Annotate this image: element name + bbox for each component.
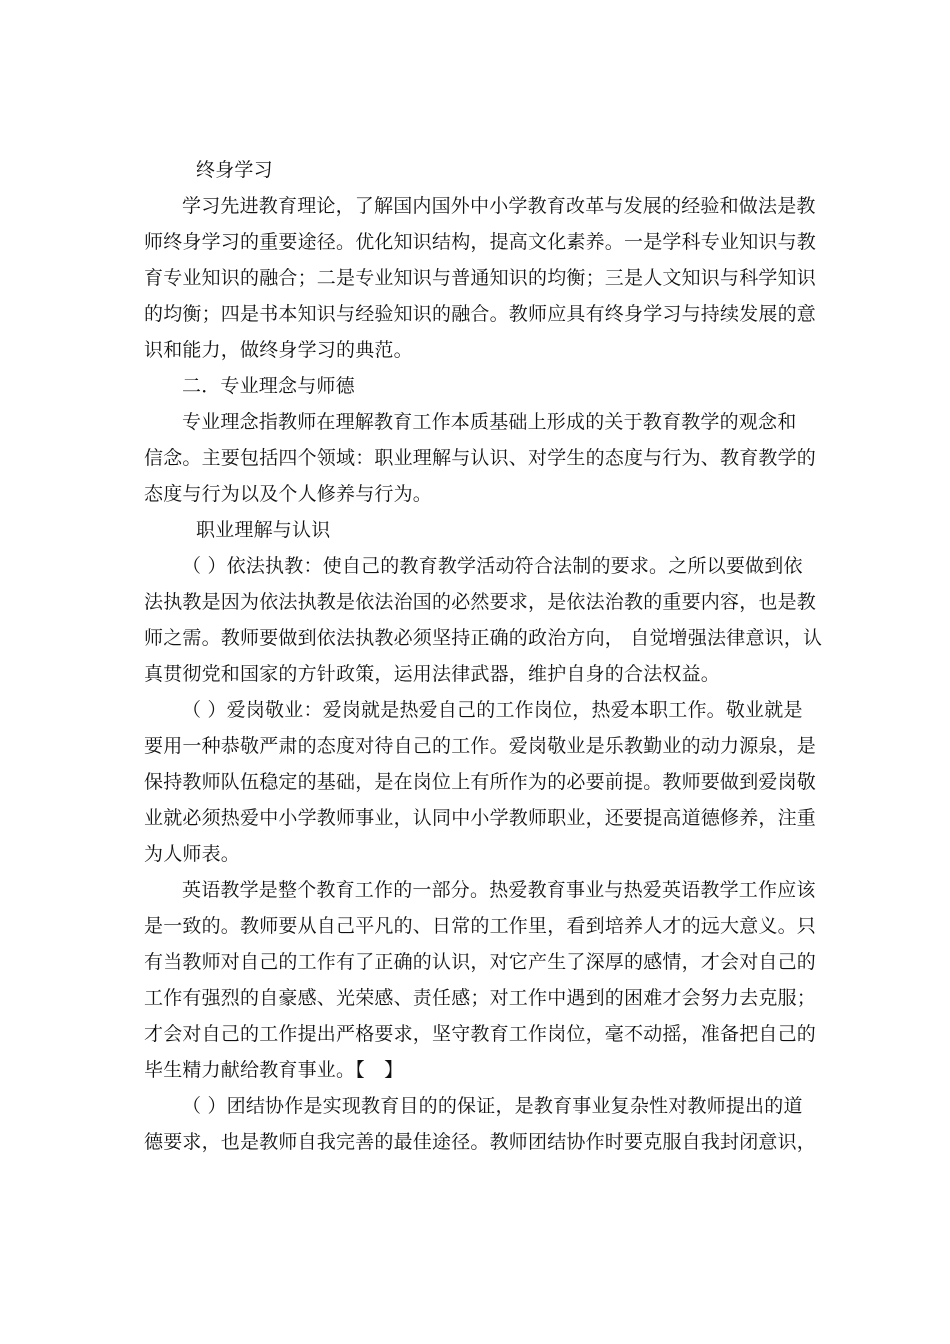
paragraph-line: 师终身学习的重要途径。优化知识结构，提高文化素养。一是学科专业知识与教 (144, 231, 817, 253)
paragraph-line: 真贯彻党和国家的方针政策，运用法律武器，维护自身的合法权益。 (144, 663, 721, 685)
section-heading: 终身学习 (196, 159, 273, 181)
paragraph-line: 要用一种恭敬严肃的态度对待自己的工作。爱岗敬业是乐教勤业的动力源泉，是 (144, 735, 817, 757)
paragraph-line: 育专业知识的融合；二是专业知识与普通知识的均衡；三是人文知识与科学知识 (144, 267, 817, 289)
paragraph-line: 的均衡；四是书本知识与经验知识的融合。教师应具有终身学习与持续发展的意 (144, 303, 817, 325)
paragraph-line: 才会对自己的工作提出严格要求，坚守教育工作岗位，毫不动摇，准备把自己的 (144, 1023, 817, 1045)
paragraph-line: 法执教是因为依法执教是依法治国的必然要求，是依法治教的重要内容，也是教 (144, 591, 817, 613)
paragraph-line: 信念。主要包括四个领域：职业理解与认识、对学生的态度与行为、教育教学的 (144, 447, 817, 469)
paragraph-line: 专业理念指教师在理解教育工作本质基础上形成的关于教育教学的观念和 (182, 411, 797, 433)
section-heading: 职业理解与认识 (196, 519, 331, 541)
paragraph-line: 德要求，也是教师自我完善的最佳途径。教师团结协作时要克服自我封闭意识， (144, 1131, 817, 1153)
document-page (144, 152, 823, 1160)
paragraph-line: （ ）依法执教：使自己的教育教学活动符合法制的要求。之所以要做到依 (182, 555, 803, 577)
paragraph-line: （ ）团结协作是实现教育目的的保证，是教育事业复杂性对教师提出的道 (182, 1095, 803, 1117)
paragraph-line: 为人师表。 (144, 843, 241, 865)
paragraph-line: 师之需。教师要做到依法执教必须坚持正确的政治方向， 自觉增强法律意识，认 (144, 627, 823, 649)
paragraph-line: 业就必须热爱中小学教师事业，认同中小学教师职业，还要提高道德修养，注重 (144, 807, 817, 829)
paragraph-line: 学习先进教育理论，了解国内国外中小学教育改革与发展的经验和做法是教 (182, 195, 816, 217)
paragraph-line: 态度与行为以及个人修养与行为。 (144, 483, 433, 505)
paragraph-line: （ ）爱岗敬业：爱岗就是热爱自己的工作岗位，热爱本职工作。敬业就是 (182, 699, 803, 721)
paragraph-line: 识和能力，做终身学习的典范。 (144, 339, 413, 361)
section-heading: 二．专业理念与师德 (182, 375, 355, 397)
paragraph-line: 工作有强烈的自豪感、光荣感、责任感；对工作中遇到的困难才会努力去克服； (144, 987, 817, 1009)
paragraph-line: 保持教师队伍稳定的基础，是在岗位上有所作为的必要前提。教师要做到爱岗敬 (144, 771, 817, 793)
paragraph-line: 毕生精力献给教育事业。【 】 (144, 1059, 404, 1081)
paragraph-line: 英语教学是整个教育工作的一部分。热爱教育事业与热爱英语教学工作应该 (182, 879, 816, 901)
paragraph-line: 有当教师对自己的工作有了正确的认识，对它产生了深厚的感情，才会对自己的 (144, 951, 817, 973)
paragraph-line: 是一致的。教师要从自己平凡的、日常的工作里，看到培养人才的远大意义。只 (144, 915, 817, 937)
